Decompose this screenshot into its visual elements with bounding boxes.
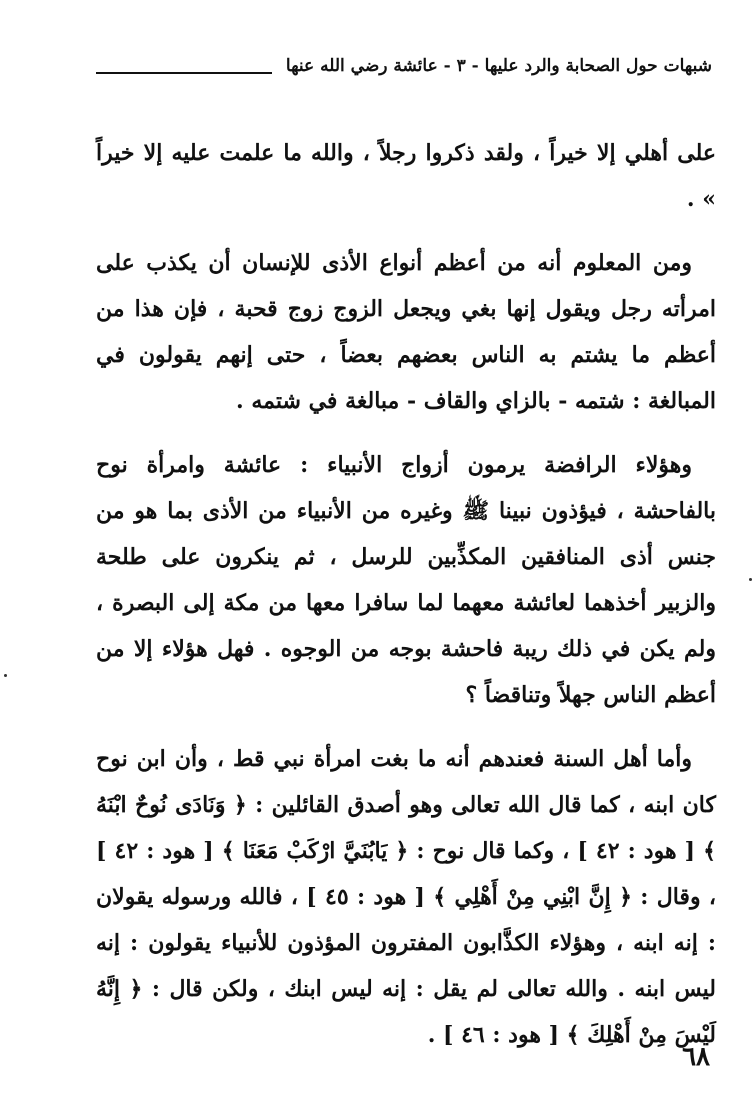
- scan-speck: [4, 674, 7, 677]
- paragraph: على أهلي إلا خيراً ، ولقد ذكروا رجلاً ، والله ما علمت عليه إلا خيراً » .: [96, 140, 716, 212]
- header-title: شبهات حول الصحابة والرد عليها - ٣ - عائشة رضي الله عنها: [285, 56, 712, 76]
- page-number: ٦٨: [682, 1042, 710, 1072]
- body-text: [96, 130, 716, 1058]
- paragraph: وأما أهل السنة فعندهم أنه ما بغت امرأة نبي قط ، وأن ابن نوح كان ابنه ، كما قال الله تعالى وهو أصدق القائلين : ﴿ وَنَادَى نُوحٌ ابْنَهُ ﴾ [ هود : ٤٢ ] ، وكما قال نوح : ﴿ يَابُنَيَّ ارْكَبْ مَعَنَا ﴾ [ هود : ٤٢ ] ، وقال : ﴿ إِنَّ ابْنِي مِنْ أَهْلِي ﴾ [ هود : ٤٥ ] ، فالله ورسوله يقولان : إنه ابنه ، وهؤلاء الكذَّابون المفترون المؤذون للأنبياء يقولون : إنه ليس ابنه . والله تعالى لم يقل : إنه ليس ابنك ، ولكن قال : ﴿ إِنَّهُ لَيْسَ مِنْ أَهْلِكَ ﴾ [ هود : ٤٦ ] .: [96, 746, 717, 1048]
- header-rule: [96, 72, 272, 74]
- running-header: [96, 56, 712, 76]
- paragraph: وهؤلاء الرافضة يرمون أزواج الأنبياء : عائشة وامرأة نوح بالفاحشة ، فيؤذون نبينا ﷺ وغيره من الأنبياء من الأذى بما هو من جنس أذى المنافقين المكذِّبين للرسل ، ثم ينكرون على طلحة والزبير أخذهما لعائشة معهما لما سافرا معها من مكة إلى البصرة ، ولم يكن في ذلك ريبة فاحشة بوجه من الوجوه . فهل هؤلاء إلا من أعظم الناس جهلاً وتناقضاً ؟: [96, 452, 716, 708]
- paragraph: ومن المعلوم أنه من أعظم أنواع الأذى للإنسان أن يكذب على امرأته رجل ويقول إنها بغي ويجعل الزوج زوج قحبة ، فإن هذا من أعظم ما يشتم به الناس بعضهم بعضاً ، حتى إنهم يقولون في المبالغة : شتمه - بالزاي والقاف - مبالغة في شتمه .: [96, 250, 716, 414]
